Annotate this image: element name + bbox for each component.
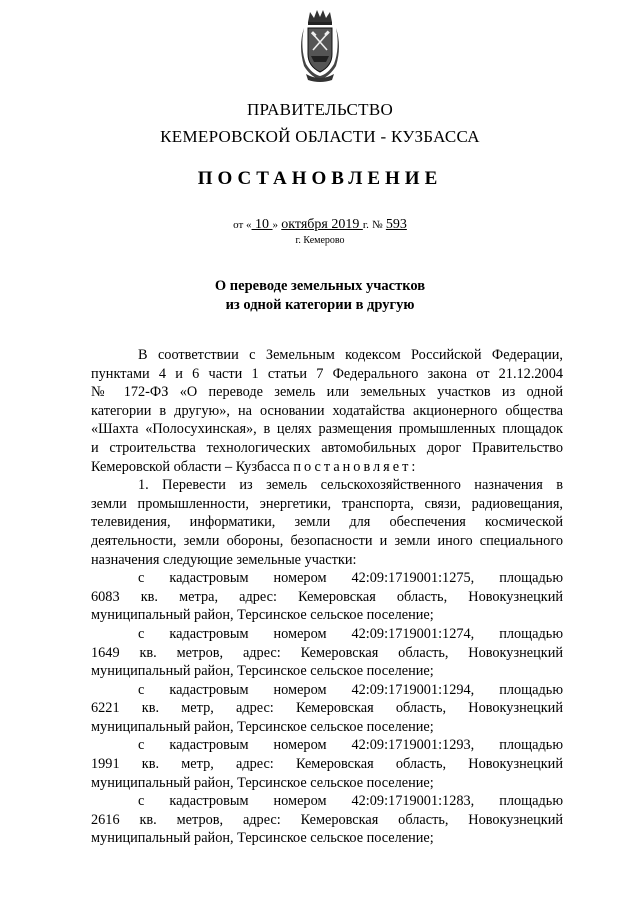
body-line: земли промышленности, энергетики, транспорта, связи, радиовещания, — [91, 495, 563, 512]
body-line: и строительства технологических автомобильных дорог Правительство — [91, 439, 563, 456]
plot-item-line: 6221 кв. метр, адрес: Кемеровская область, Новокузнецкий — [91, 700, 563, 717]
body-line: назначения следующие земельные участки: — [91, 551, 357, 568]
plot-item-line: муниципальный район, Терсинское сельское поселение; — [91, 718, 434, 735]
plot-item-line: с кадастровым номером 42:09:1719001:1294, площадью — [138, 681, 563, 698]
body-line: пунктами 4 и 6 части 1 статьи 7 Федерального закона от 21.12.2004 — [91, 365, 563, 382]
document-number: 593 — [385, 217, 407, 232]
date-month-year: октября 2019 — [281, 217, 363, 232]
document-type-heading: ПОСТАНОВЛЕНИЕ — [197, 168, 443, 189]
resolves-word: постановляет: — [293, 458, 419, 475]
document-body — [91, 346, 563, 848]
number-label: № — [372, 219, 383, 231]
body-line: «Шахта «Полосухинская», в целях размещения промышленных площадок — [91, 421, 563, 438]
plot-item-line: муниципальный район, Терсинское сельское поселение; — [91, 830, 434, 847]
date-prefix: от « — [233, 219, 252, 231]
date-day: 10 — [251, 217, 273, 232]
plot-item-line: муниципальный район, Терсинское сельское поселение; — [91, 774, 434, 791]
body-line: № 172-ФЗ «О переводе земель или земельных участков из одной — [91, 384, 563, 401]
organization-line-2: КЕМЕРОВСКОЙ ОБЛАСТИ - КУЗБАССА — [160, 127, 480, 146]
date-close-quote: » — [272, 219, 279, 231]
plot-item-line: с кадастровым номером 42:09:1719001:1293, площадью — [138, 737, 563, 754]
date-number-line — [0, 216, 640, 233]
body-line-part: Кемеровской области – Кузбасса — [91, 458, 290, 475]
organization-line-1: ПРАВИТЕЛЬСТВО — [246, 100, 394, 119]
city-label: г. Кемерово — [295, 235, 345, 246]
plot-item-line: с кадастровым номером 42:09:1719001:1275, площадью — [138, 570, 563, 587]
plot-item-line: с кадастровым номером 42:09:1719001:1274, площадью — [138, 625, 563, 642]
plot-item-line: с кадастровым номером 42:09:1719001:1283, площадью — [138, 793, 563, 810]
document-title-line-2: из одной категории в другую — [225, 297, 415, 313]
body-line: В соответствии с Земельным кодексом Российской Федерации, — [138, 347, 563, 363]
document-title-line-1: О переводе земельных участков — [214, 278, 426, 294]
plot-item-line: муниципальный район, Терсинское сельское поселение; — [91, 607, 434, 624]
body-line: телевидения, информатики, земли для обеспечения космической — [91, 514, 563, 531]
plot-item-line: муниципальный район, Терсинское сельское поселение; — [91, 663, 434, 680]
plot-item-line: 2616 кв. метров, адрес: Кемеровская область, Новокузнецкий — [91, 811, 563, 828]
body-line: категории в другую», на основании ходатайства акционерного общества — [91, 402, 563, 419]
body-line: деятельности, земли обороны, безопасности и земли иного специального — [91, 532, 563, 549]
body-line: 1. Перевести из земель сельскохозяйственного назначения в — [138, 477, 563, 494]
plot-item-line: 1649 кв. метров, адрес: Кемеровская область, Новокузнецкий — [91, 644, 563, 661]
plot-item-line: 1991 кв. метр, адрес: Кемеровская область, Новокузнецкий — [91, 756, 563, 773]
plot-item-line: 6083 кв. метра, адрес: Кемеровская область, Новокузнецкий — [91, 588, 563, 605]
coat-of-arms-emblem — [296, 8, 344, 84]
body-line — [91, 458, 563, 477]
year-suffix: г. — [362, 219, 369, 231]
